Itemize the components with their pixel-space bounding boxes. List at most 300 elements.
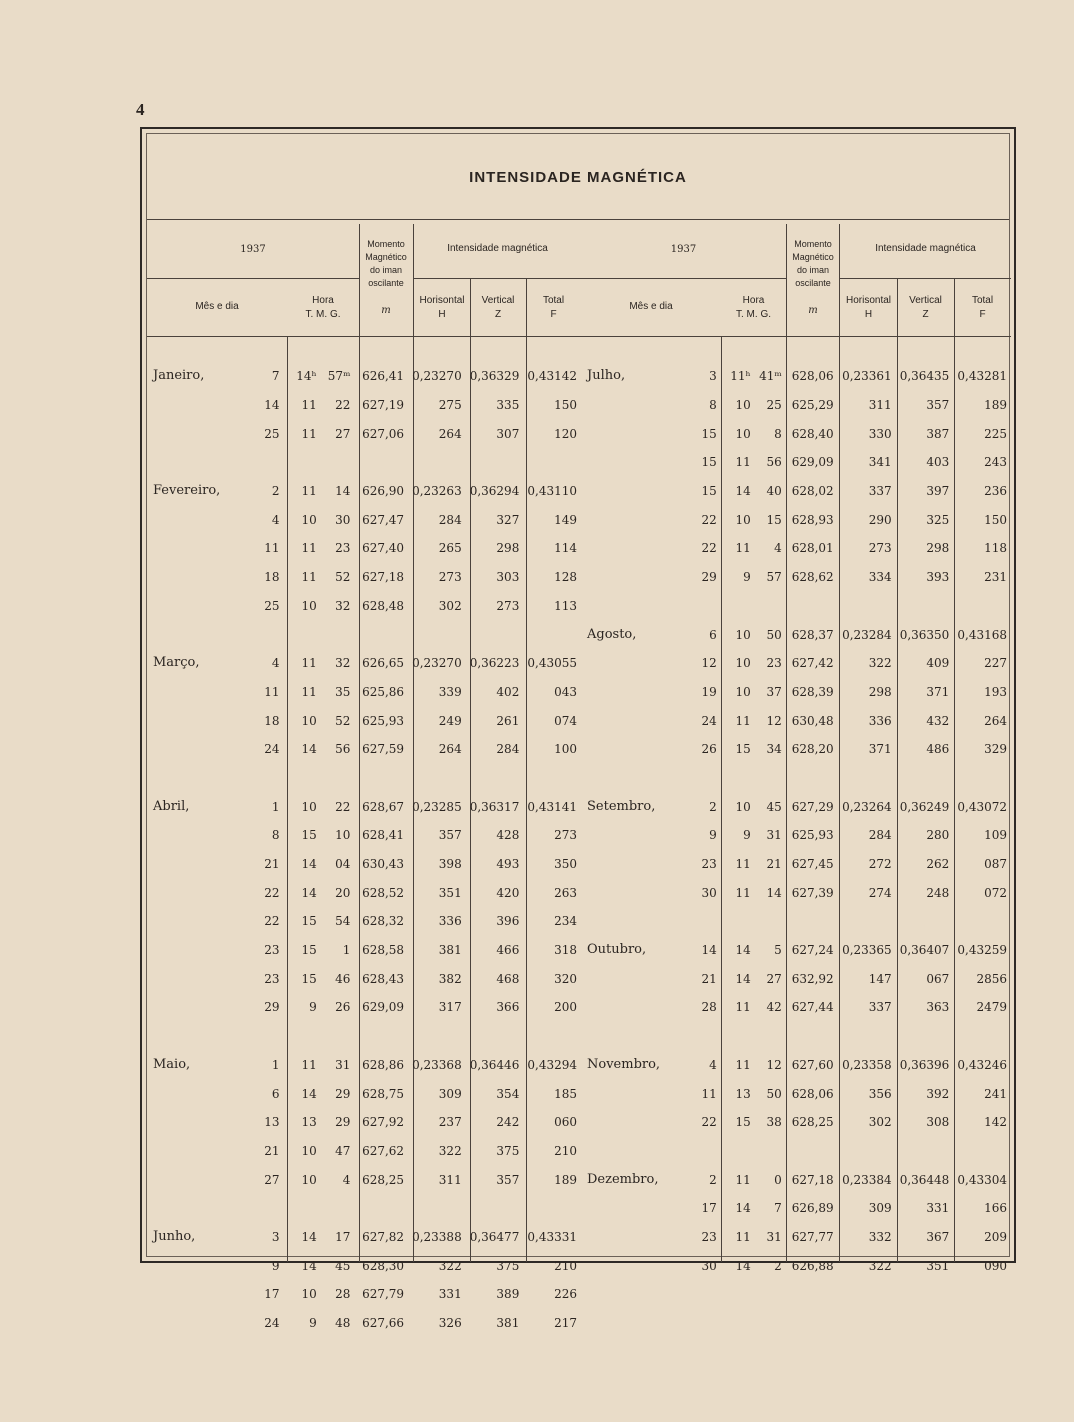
horisontal-cell: 332 (868, 1229, 892, 1244)
day-cell: 14 (701, 943, 717, 958)
month-label (581, 448, 696, 477)
minute-cell: 23 (335, 541, 351, 556)
horisontal-cell: 331 (438, 1287, 462, 1302)
momento-cell: 626,65 (362, 656, 405, 671)
day-cell: 8 (709, 398, 717, 413)
day-cell: 15 (701, 455, 717, 470)
month-label: Agosto, (587, 626, 637, 642)
horisontal-cell: 0,23264 (842, 799, 892, 814)
tmg-label: T. M. G. (305, 309, 341, 320)
momento-cell: 627,60 (791, 1057, 834, 1072)
total-cell: 329 (984, 742, 1007, 757)
minute-cell: 29 (335, 1115, 351, 1130)
total-cell: 090 (984, 1258, 1007, 1273)
total-cell: 100 (554, 742, 577, 757)
momento-cell: 627,06 (362, 426, 405, 441)
minute-cell: 56 (766, 455, 782, 470)
table-row (147, 821, 581, 850)
minute-cell: 04 (335, 857, 351, 872)
day-cell: 22 (264, 885, 280, 900)
day-cell: 2 (709, 1172, 717, 1187)
momento-cell: 625,86 (362, 684, 405, 699)
total-cell: 263 (554, 885, 577, 900)
momento-symbol: m (381, 305, 391, 316)
day-cell: 9 (709, 828, 717, 843)
vertical-cell: 432 (926, 713, 950, 728)
day-cell: 24 (264, 1316, 280, 1331)
momento-cell: 625,29 (791, 398, 834, 413)
day-cell: 29 (701, 570, 717, 585)
day-cell: 19 (701, 684, 717, 699)
hour-cell: 14ʰ (296, 369, 317, 384)
day-cell: 11 (264, 684, 280, 699)
vertical-label: Vertical (909, 295, 942, 306)
momento-cell: 627,47 (362, 512, 405, 527)
minute-cell: 48 (335, 1316, 351, 1331)
day-cell: 15 (701, 426, 717, 441)
day-cell: 22 (264, 914, 280, 929)
horisontal-cell: 398 (438, 857, 462, 872)
horisontal-cell: 237 (438, 1115, 462, 1130)
horisontal-cell: 381 (438, 943, 462, 958)
day-cell: 21 (264, 857, 280, 872)
hour-cell: 11 (735, 713, 751, 728)
vertical-cell: 493 (496, 857, 520, 872)
minute-cell: 26 (335, 1000, 351, 1015)
horisontal-cell: 290 (868, 512, 892, 527)
momento-cell: 628,30 (362, 1258, 405, 1273)
horisontal-cell: 351 (438, 885, 462, 900)
hour-cell: 10 (301, 713, 317, 728)
vertical-cell: 0,36294 (469, 484, 520, 499)
total-cell: 193 (984, 684, 1007, 699)
minute-cell: 38 (766, 1115, 782, 1130)
day-cell: 24 (701, 713, 717, 728)
vertical-cell: 273 (496, 598, 520, 613)
momento-symbol: m (808, 305, 818, 316)
hour-cell: 14 (301, 742, 317, 757)
vertical-cell: 397 (926, 484, 950, 499)
momento-cell: 629,09 (791, 455, 834, 470)
table-row (581, 964, 1011, 993)
day-cell: 26 (701, 742, 717, 757)
hour-cell: 14 (301, 857, 317, 872)
vertical-label: Vertical (481, 295, 515, 306)
total-cell: 118 (984, 541, 1007, 556)
total-cell: 200 (554, 1000, 577, 1015)
month-label (581, 1251, 696, 1280)
table-row (147, 907, 581, 936)
vertical-cell: 067 (926, 971, 950, 986)
hour-cell: 11 (301, 656, 317, 671)
month-label (147, 505, 254, 534)
horisontal-cell: 322 (868, 1258, 892, 1273)
minute-cell: 52 (335, 713, 351, 728)
horisontal-cell: 336 (868, 713, 892, 728)
day-cell: 30 (701, 1258, 717, 1273)
minute-cell: 40 (766, 484, 782, 499)
hour-cell: 11 (301, 1057, 317, 1072)
month-label (147, 1309, 254, 1338)
horisontal-cell: 302 (438, 598, 462, 613)
month-label (581, 563, 696, 592)
table-row (147, 649, 581, 678)
day-cell: 17 (264, 1287, 280, 1302)
momento-cell: 628,39 (791, 684, 834, 699)
table-row (581, 1251, 1011, 1280)
hour-cell: 14 (301, 1086, 317, 1101)
day-cell: 18 (264, 570, 280, 585)
hour-cell: 15 (735, 1115, 751, 1130)
vertical-cell: 0,36317 (469, 799, 520, 814)
month-label: Dezembro, (587, 1171, 659, 1187)
hour-cell: 11 (301, 398, 317, 413)
horisontal-cell: 309 (868, 1201, 892, 1216)
hour-cell: 11 (301, 484, 317, 499)
month-label (147, 850, 254, 879)
total-cell: 2479 (976, 1000, 1007, 1015)
horisontal-cell: 382 (438, 971, 462, 986)
month-label: Fevereiro, (153, 483, 221, 499)
day-cell: 11 (701, 1086, 717, 1101)
total-cell: 087 (984, 857, 1007, 872)
hour-cell: 15 (301, 828, 317, 843)
momento-cell: 627,42 (791, 656, 834, 671)
horisontal-cell: 0,23270 (412, 656, 462, 671)
day-cell: 22 (701, 541, 717, 556)
table-row (581, 1165, 1011, 1194)
minute-cell: 52 (335, 570, 351, 585)
momento-cell: 627,66 (362, 1316, 405, 1331)
month-label (581, 477, 696, 506)
day-cell: 13 (264, 1115, 280, 1130)
table-row (581, 1194, 1011, 1223)
momento-cell: 627,45 (791, 857, 834, 872)
hour-cell: 9 (743, 828, 751, 843)
total-cell: 0,43141 (527, 799, 577, 814)
minute-cell: 0 (774, 1172, 782, 1187)
momento-cell: 628,02 (791, 484, 834, 499)
total-cell: 243 (984, 455, 1007, 470)
day-cell: 9 (271, 1258, 280, 1273)
vertical-cell: 298 (496, 541, 520, 556)
vertical-cell: 367 (926, 1229, 950, 1244)
momento-cell: 626,89 (791, 1201, 834, 1216)
momento-cell: 625,93 (362, 713, 405, 728)
total-cell: 150 (984, 512, 1007, 527)
vertical-symbol: Z (922, 309, 929, 320)
total-label: Total (971, 295, 994, 306)
total-cell: 109 (984, 828, 1007, 843)
day-cell: 4 (271, 656, 280, 671)
table-row (147, 964, 581, 993)
vertical-cell: 248 (926, 885, 950, 900)
total-cell: 0,43331 (527, 1229, 577, 1244)
vertical-cell: 396 (496, 914, 520, 929)
horisontal-cell: 339 (438, 684, 462, 699)
day-cell: 23 (264, 971, 280, 986)
month-label (147, 878, 254, 907)
table-row (581, 448, 1011, 477)
momento-cell: 628,25 (791, 1115, 834, 1130)
hour-cell: 14 (735, 943, 751, 958)
right-data-table (581, 362, 1011, 1280)
momento-cell: 628,93 (791, 512, 834, 527)
hour-cell: 11ʰ (730, 369, 751, 384)
horisontal-cell: 265 (438, 541, 462, 556)
month-label (581, 534, 696, 563)
vertical-cell: 0,36223 (469, 656, 520, 671)
horisontal-cell: 0,23263 (412, 484, 462, 499)
hour-cell: 11 (735, 857, 751, 872)
minute-cell: 50 (766, 1086, 782, 1101)
horisontal-cell: 356 (868, 1086, 892, 1101)
month-label (581, 878, 696, 907)
table-frame (140, 127, 1016, 1331)
total-cell: 074 (554, 713, 577, 728)
minute-cell: 30 (335, 512, 351, 527)
hour-cell: 11 (735, 1000, 751, 1015)
minute-cell: 27 (766, 971, 782, 986)
day-cell: 4 (271, 512, 280, 527)
hour-cell: 10 (735, 656, 751, 671)
day-cell: 2 (709, 799, 717, 814)
minute-cell: 57ᵐ (327, 369, 351, 384)
horisontal-cell: 0,23384 (842, 1172, 892, 1187)
month-label (581, 735, 696, 764)
table-row (147, 706, 581, 735)
total-cell: 210 (554, 1143, 577, 1158)
hour-cell: 14 (735, 1201, 751, 1216)
momento-cell: 627,24 (791, 943, 834, 958)
hour-cell: 14 (301, 885, 317, 900)
vertical-cell: 262 (926, 857, 950, 872)
total-cell: 142 (984, 1115, 1007, 1130)
total-cell: 231 (984, 570, 1007, 585)
left-data-table (147, 362, 581, 1337)
table-row (147, 505, 581, 534)
table-row (147, 936, 581, 965)
minute-cell: 5 (774, 943, 782, 958)
momento-cell: 625,93 (791, 828, 834, 843)
day-cell: 8 (271, 828, 280, 843)
momento-cell: 627,19 (362, 398, 405, 413)
horisontal-cell: 0,23368 (412, 1057, 462, 1072)
month-label (147, 821, 254, 850)
horisontal-cell: 284 (868, 828, 892, 843)
vertical-cell: 486 (926, 742, 950, 757)
minute-cell: 8 (774, 426, 782, 441)
table-row (147, 792, 581, 821)
momento-cell: 628,86 (362, 1057, 405, 1072)
total-cell: 166 (984, 1201, 1007, 1216)
minute-cell: 25 (766, 398, 782, 413)
hour-cell: 10 (735, 799, 751, 814)
table-row (147, 1108, 581, 1137)
table-row (147, 1079, 581, 1108)
horisontal-cell: 0,23361 (842, 369, 892, 384)
vertical-cell: 284 (496, 742, 520, 757)
hour-cell: 9 (309, 1316, 317, 1331)
horisontal-cell: 341 (868, 455, 892, 470)
day-cell: 6 (709, 627, 717, 642)
day-cell: 1 (271, 799, 280, 814)
horisontal-cell: 147 (868, 971, 892, 986)
hour-cell: 9 (309, 1000, 317, 1015)
vertical-cell: 375 (496, 1258, 520, 1273)
table-row (581, 792, 1011, 821)
vertical-cell: 0,36448 (899, 1172, 950, 1187)
minute-cell: 45 (766, 799, 782, 814)
minute-cell: 41ᵐ (759, 369, 782, 384)
month-label (581, 1108, 696, 1137)
momento-cell: 626,90 (362, 484, 405, 499)
vertical-cell: 357 (496, 1172, 520, 1187)
hour-cell: 11 (301, 426, 317, 441)
total-cell: 150 (554, 398, 577, 413)
momento-cell: 626,88 (791, 1258, 834, 1273)
month-label (581, 1079, 696, 1108)
table-row (581, 821, 1011, 850)
vertical-cell: 392 (926, 1086, 950, 1101)
month-label: Abril, (153, 798, 190, 814)
day-cell: 25 (264, 598, 280, 613)
momento-cell: 627,62 (362, 1143, 405, 1158)
day-cell: 14 (264, 398, 280, 413)
total-cell: 189 (984, 398, 1007, 413)
minute-cell: 21 (766, 857, 782, 872)
total-cell: 320 (554, 971, 577, 986)
total-symbol: F (979, 309, 986, 320)
intensidade-label: Intensidade magnética (875, 243, 976, 254)
horisontal-cell: 264 (438, 742, 462, 757)
total-cell: 225 (984, 426, 1007, 441)
minute-cell: 20 (335, 885, 351, 900)
table-row (581, 1051, 1011, 1080)
total-cell: 236 (984, 484, 1007, 499)
month-label (147, 391, 254, 420)
vertical-cell: 468 (496, 971, 520, 986)
momento-cell: 628,75 (362, 1086, 405, 1101)
hour-cell: 10 (301, 598, 317, 613)
vertical-cell: 242 (496, 1115, 520, 1130)
minute-cell: 15 (766, 512, 782, 527)
hour-cell: 10 (301, 1287, 317, 1302)
momento-cell: 628,62 (791, 570, 834, 585)
table-row (581, 563, 1011, 592)
page-title: INTENSIDADE MAGNÉTICA (469, 169, 687, 186)
vertical-cell: 393 (926, 570, 950, 585)
momento-cell: 632,92 (791, 971, 834, 986)
day-cell: 27 (264, 1172, 280, 1187)
day-cell: 6 (271, 1086, 280, 1101)
table-row (147, 563, 581, 592)
minute-cell: 17 (335, 1229, 351, 1244)
horisontal-label: Horisontal (845, 295, 892, 306)
month-label (581, 649, 696, 678)
table-row (581, 1079, 1011, 1108)
month-label: Novembro, (587, 1056, 661, 1072)
table-row (147, 592, 581, 621)
minute-cell: 31 (335, 1057, 351, 1072)
day-cell: 23 (701, 857, 717, 872)
total-cell: 0,43294 (527, 1057, 577, 1072)
month-label (581, 993, 696, 1022)
vertical-cell: 375 (496, 1143, 520, 1158)
table-row (581, 620, 1011, 649)
horisontal-cell: 337 (868, 1000, 892, 1015)
day-cell: 1 (271, 1057, 280, 1072)
vertical-cell: 371 (926, 684, 950, 699)
table-row (581, 1223, 1011, 1252)
table-row (581, 878, 1011, 907)
hour-cell: 14 (735, 971, 751, 986)
table-row (581, 735, 1011, 764)
horisontal-label: Horisontal (419, 295, 465, 306)
horisontal-cell: 302 (868, 1115, 892, 1130)
momento-cell: 628,06 (791, 1086, 834, 1101)
horisontal-cell: 317 (438, 1000, 462, 1015)
total-cell: 226 (554, 1287, 577, 1302)
day-cell: 22 (701, 1115, 717, 1130)
vertical-cell: 331 (926, 1201, 950, 1216)
day-cell: 21 (264, 1143, 280, 1158)
horisontal-cell: 0,23270 (412, 369, 462, 384)
momento-cell: 627,59 (362, 742, 405, 757)
horisontal-cell: 272 (868, 857, 892, 872)
momento-cell: 630,43 (362, 857, 405, 872)
total-cell: 0,43110 (527, 484, 577, 499)
horisontal-symbol: H (438, 309, 446, 320)
month-label (147, 1280, 254, 1309)
month-label (147, 964, 254, 993)
day-cell: 23 (264, 943, 280, 958)
day-cell: 11 (264, 541, 280, 556)
horisontal-cell: 0,23284 (842, 627, 892, 642)
total-cell: 189 (554, 1172, 577, 1187)
hour-cell: 11 (735, 455, 751, 470)
total-cell: 072 (984, 885, 1007, 900)
momento-cell: 628,48 (362, 598, 405, 613)
minute-cell: 31 (766, 1229, 782, 1244)
total-cell: 0,43281 (957, 369, 1007, 384)
total-cell: 060 (554, 1115, 577, 1130)
month-label (581, 505, 696, 534)
minute-cell: 45 (335, 1258, 351, 1273)
vertical-cell: 363 (926, 1000, 950, 1015)
momento-label: Momento Magnético do iman oscilante (365, 239, 407, 288)
month-label (581, 850, 696, 879)
total-cell: 264 (984, 713, 1007, 728)
total-cell: 120 (554, 426, 577, 441)
table-row (147, 1051, 581, 1080)
horisontal-cell: 357 (438, 828, 462, 843)
minute-cell: 4 (342, 1172, 351, 1187)
hour-cell: 9 (743, 570, 751, 585)
table-row (147, 391, 581, 420)
hour-cell: 13 (301, 1115, 317, 1130)
vertical-cell: 402 (496, 684, 520, 699)
momento-cell: 628,06 (791, 369, 834, 384)
hour-cell: 15 (735, 742, 751, 757)
hour-cell: 10 (735, 684, 751, 699)
hour-cell: 11 (735, 1172, 751, 1187)
month-label (581, 821, 696, 850)
month-label (147, 993, 254, 1022)
momento-cell: 628,41 (362, 828, 405, 843)
horisontal-cell: 273 (868, 541, 892, 556)
day-cell: 15 (701, 484, 717, 499)
